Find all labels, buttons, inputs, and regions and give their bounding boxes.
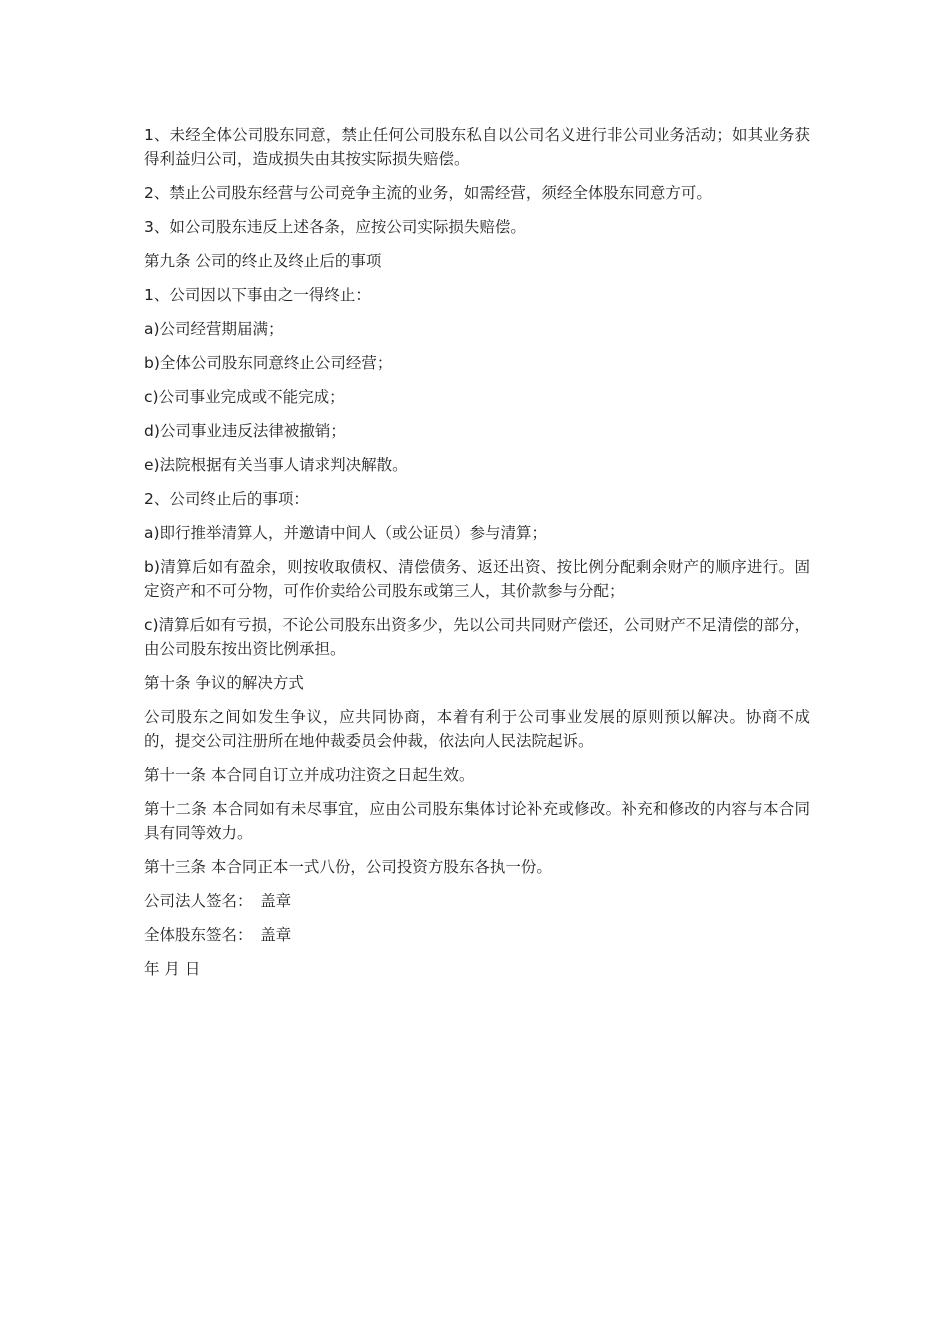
clause-2-paragraph: 2、禁止公司股东经营与公司竞争主流的业务，如需经营，须经全体股东同意方可。 bbox=[144, 184, 712, 202]
termination-cause-d: d)公司事业违反法律被撤销； bbox=[144, 422, 346, 440]
document-body bbox=[144, 123, 810, 991]
post-termination-intro: 2、公司终止后的事项： bbox=[144, 490, 309, 508]
termination-cause-b: b)全体公司股东同意终止公司经营； bbox=[144, 354, 393, 372]
clause-1-paragraph: 1、未经全体公司股东同意，禁止任何公司股东私自以公司名义进行非公司业务活动；如其业务获得利益归公司，造成损失由其按实际损失赔偿。 bbox=[144, 126, 810, 168]
article-9-heading: 第九条 公司的终止及终止后的事项 bbox=[144, 252, 382, 270]
post-termination-a: a)即行推举清算人，并邀请中间人（或公证员）参与清算； bbox=[144, 524, 548, 542]
termination-causes-intro: 1、公司因以下事由之一得终止： bbox=[144, 286, 371, 304]
post-termination-c: c)清算后如有亏损，不论公司股东出资多少，先以公司共同财产偿还，公司财产不足清偿的部分，由公司股东按出资比例承担。 bbox=[144, 616, 810, 658]
dispute-resolution-paragraph: 公司股东之间如发生争议，应共同协商，本着有利于公司事业发展的原则预以解决。协商不成的，提交公司注册所在地仲裁委员会仲裁，依法向人民法院起诉。 bbox=[144, 708, 810, 750]
post-termination-b: b)清算后如有盈余，则按收取债权、清偿债务、返还出资、按比例分配剩余财产的顺序进行。固定资产和不可分物，可作价卖给公司股东或第三人，其价款参与分配； bbox=[144, 558, 810, 600]
article-11-paragraph: 第十一条 本合同自订立并成功注资之日起生效。 bbox=[144, 766, 475, 784]
clause-3-paragraph: 3、如公司股东违反上述各条，应按公司实际损失赔偿。 bbox=[144, 218, 526, 236]
termination-cause-e: e)法院根据有关当事人请求判决解散。 bbox=[144, 456, 408, 474]
legal-rep-signature-line: 公司法人签名： 盖章 bbox=[144, 892, 292, 910]
article-10-heading: 第十条 争议的解决方式 bbox=[144, 674, 304, 692]
article-13-paragraph: 第十三条 本合同正本一式八份，公司投资方股东各执一份。 bbox=[144, 858, 552, 876]
article-12-paragraph: 第十二条 本合同如有未尽事宜，应由公司股东集体讨论补充或修改。补充和修改的内容与本合同具有同等效力。 bbox=[144, 800, 810, 842]
date-line: 年 月 日 bbox=[144, 960, 201, 978]
shareholders-signature-line: 全体股东签名： 盖章 bbox=[144, 926, 292, 944]
termination-cause-c: c)公司事业完成或不能完成； bbox=[144, 388, 345, 406]
termination-cause-a: a)公司经营期届满； bbox=[144, 320, 284, 338]
